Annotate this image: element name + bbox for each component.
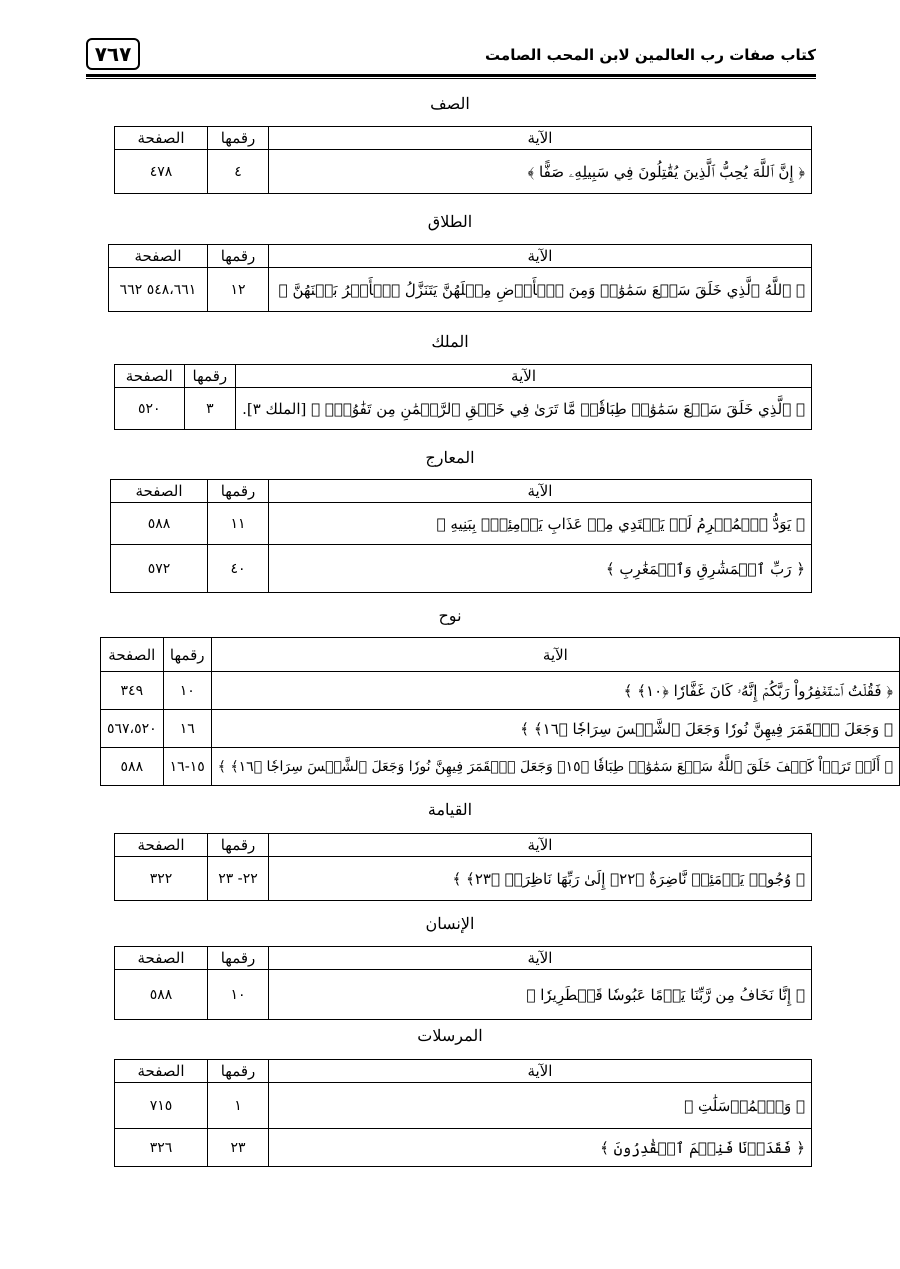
- surah-title-nuh: نوح: [438, 606, 462, 625]
- aya-text: ﴿ فَقُلۡتُ ٱسۡتَغۡفِرُواْ رَبَّكُمۡ إِنَّهُۥ كَانَ غَفَّارٗا ﴿١٠﴾ ﴾: [211, 672, 899, 710]
- page-number: ٧٦٧: [86, 38, 140, 70]
- surah-title-saff: الصف: [430, 94, 470, 113]
- aya-text: ﴿ وَجَعَلَ ٱلۡقَمَرَ فِيهِنَّ نُورٗا وَجَعَلَ ٱلشَّمۡسَ سِرَاجٗا ﴿١٦﴾ ﴾: [211, 710, 899, 748]
- aya-number: ٤٠: [208, 545, 269, 593]
- aya-number: ٣: [184, 388, 235, 430]
- aya-text: ﴿ وَٱلۡمُرۡسَلَٰتِ ﴾: [269, 1083, 812, 1129]
- column-header-num: رقمها: [208, 834, 269, 857]
- column-header-aya: الآية: [269, 1060, 812, 1083]
- surah-title-mursalat: المرسلات: [417, 1026, 483, 1045]
- page-ref: ٤٧٨: [115, 150, 208, 194]
- column-header-num: رقمها: [208, 947, 269, 970]
- page-ref: ٥٨٨: [111, 503, 208, 545]
- table-header: [115, 127, 812, 150]
- page-ref: ٥٤٨،٦٦١ ٦٦٢: [109, 268, 208, 312]
- table-nuh: [100, 637, 900, 786]
- aya-text: ﴿ ٱلَّذِي خَلَقَ سَبۡعَ سَمَٰوَٰتٖ طِبَاقٗاۖ مَّا تَرَىٰ فِي خَلۡقِ ٱلرَّحۡمَٰنِ مِن تَفَٰوُتٖۖ ﴾ [الملك ٣].: [236, 388, 812, 430]
- column-header-page: الصفحة: [115, 834, 208, 857]
- column-header-aya: الآية: [269, 480, 812, 503]
- aya-number: ١١: [208, 503, 269, 545]
- column-header-num: رقمها: [184, 365, 235, 388]
- aya-number: ١٠: [208, 970, 269, 1020]
- column-header-num: رقمها: [208, 480, 269, 503]
- table-row: [111, 503, 812, 545]
- aya-text: ﴿ إِنَّ ٱللَّهَ يُحِبُّ ٱلَّذِينَ يُقَٰتِلُونَ فِي سَبِيلِهِۦ صَفًّا ﴾: [269, 150, 812, 194]
- table-row: [115, 857, 812, 901]
- column-header-aya: الآية: [269, 834, 812, 857]
- column-header-num: رقمها: [163, 638, 211, 672]
- page-header: [86, 38, 816, 78]
- table-maarij: [110, 479, 812, 593]
- column-header-page: الصفحة: [115, 365, 185, 388]
- column-header-num: رقمها: [208, 1060, 269, 1083]
- table-header: [115, 365, 812, 388]
- column-header-page: الصفحة: [109, 245, 208, 268]
- page-ref: ٧١٥: [115, 1083, 208, 1129]
- page-ref: ٥٦٧،٥٢٠: [101, 710, 164, 748]
- table-mursalat: [114, 1059, 812, 1167]
- table-row: [115, 1129, 812, 1167]
- table-header: [109, 245, 812, 268]
- table-header: [115, 834, 812, 857]
- column-header-page: الصفحة: [115, 127, 208, 150]
- table-talaq: [108, 244, 812, 312]
- aya-text: ﴿ ٱللَّهُ ٱلَّذِي خَلَقَ سَبۡعَ سَمَٰوَٰتٖ وَمِنَ ٱلۡأَرۡضِ مِثۡلَهُنَّ يَتَنَزَّلُ ٱلۡأَمۡرُ بَيۡنَهُنَّ ﴾: [269, 268, 812, 312]
- column-header-page: الصفحة: [111, 480, 208, 503]
- page-ref: ٥٧٢: [111, 545, 208, 593]
- aya-text: ﴿ يَوَدُّ ٱلۡمُجۡرِمُ لَوۡ يَفۡتَدِي مِنۡ عَذَابِ يَوۡمِئِذِۭ بِبَنِيهِ ﴾: [269, 503, 812, 545]
- table-mulk: [114, 364, 812, 430]
- aya-number: ١٥-١٦: [163, 748, 211, 786]
- page-ref: ٣٢٢: [115, 857, 208, 901]
- book-title: كتاب صفات رب العالمين لابن المحب الصامت: [485, 46, 816, 64]
- table-row: [101, 748, 900, 786]
- column-header-aya: الآية: [211, 638, 899, 672]
- column-header-page: الصفحة: [115, 947, 208, 970]
- aya-text: ﴿ رَبِّ ٱلۡمَشَٰرِقِ وَٱلۡمَغَٰرِبِ ﴾: [269, 545, 812, 593]
- table-row: [115, 970, 812, 1020]
- aya-number: ٢٣: [208, 1129, 269, 1167]
- surah-title-mulk: الملك: [431, 332, 469, 351]
- surah-title-qiyama: القيامة: [427, 800, 473, 819]
- aya-number: ١٦: [163, 710, 211, 748]
- page-ref: ٥٢٠: [115, 388, 185, 430]
- table-header: [101, 638, 900, 672]
- table-header: [115, 1060, 812, 1083]
- column-header-aya: الآية: [269, 947, 812, 970]
- table-row: [111, 545, 812, 593]
- aya-text: ﴿ إِنَّا نَخَافُ مِن رَّبِّنَا يَوۡمًا عَبُوسٗا قَمۡطَرِيرٗا ﴾: [269, 970, 812, 1020]
- table-qiyama: [114, 833, 812, 901]
- aya-text: ﴿ أَلَمۡ تَرَوۡاْ كَيۡفَ خَلَقَ ٱللَّهُ سَبۡعَ سَمَٰوَٰتٖ طِبَاقٗا ﴿١٥﴾ وَجَعَلَ ٱلۡقَمَرَ فِيهِنَّ نُورٗا وَجَعَلَ ٱلشَّمۡسَ سِرَاجٗا ﴿١٦﴾ ﴾: [211, 748, 899, 786]
- table-row: [101, 672, 900, 710]
- table-row: [115, 1083, 812, 1129]
- aya-text: ﴿ فَقَدَرۡنَا فَنِعۡمَ ٱلۡقَٰدِرُونَ ﴾: [269, 1129, 812, 1167]
- table-row: [101, 710, 900, 748]
- aya-number: ١: [208, 1083, 269, 1129]
- surah-title-insan: الإنسان: [425, 914, 475, 933]
- table-insan: [114, 946, 812, 1020]
- surah-title-talaq: الطلاق: [427, 212, 473, 231]
- column-header-num: رقمها: [208, 127, 269, 150]
- column-header-page: الصفحة: [115, 1060, 208, 1083]
- aya-number: ٤: [208, 150, 269, 194]
- surah-title-maarij: المعارج: [425, 448, 475, 467]
- aya-number: ١٢: [208, 268, 269, 312]
- table-header: [111, 480, 812, 503]
- column-header-num: رقمها: [208, 245, 269, 268]
- table-header: [115, 947, 812, 970]
- aya-number: ١٠: [163, 672, 211, 710]
- page-ref: ٣٢٦: [115, 1129, 208, 1167]
- aya-text: ﴿ وُجُوهٞ يَوۡمَئِذٖ نَّاضِرَةٌ ﴿٢٢﴾ إِلَىٰ رَبِّهَا نَاظِرَةٞ ﴿٢٣﴾ ﴾: [269, 857, 812, 901]
- table-saff: [114, 126, 812, 194]
- column-header-aya: الآية: [269, 127, 812, 150]
- page-ref: ٥٨٨: [115, 970, 208, 1020]
- header-rule: [86, 74, 816, 79]
- page-ref: ٣٤٩: [101, 672, 164, 710]
- table-row: [109, 268, 812, 312]
- aya-number: ٢٢- ٢٣: [208, 857, 269, 901]
- column-header-page: الصفحة: [101, 638, 164, 672]
- page-ref: ٥٨٨: [101, 748, 164, 786]
- column-header-aya: الآية: [269, 245, 812, 268]
- table-row: [115, 150, 812, 194]
- table-row: [115, 388, 812, 430]
- column-header-aya: الآية: [236, 365, 812, 388]
